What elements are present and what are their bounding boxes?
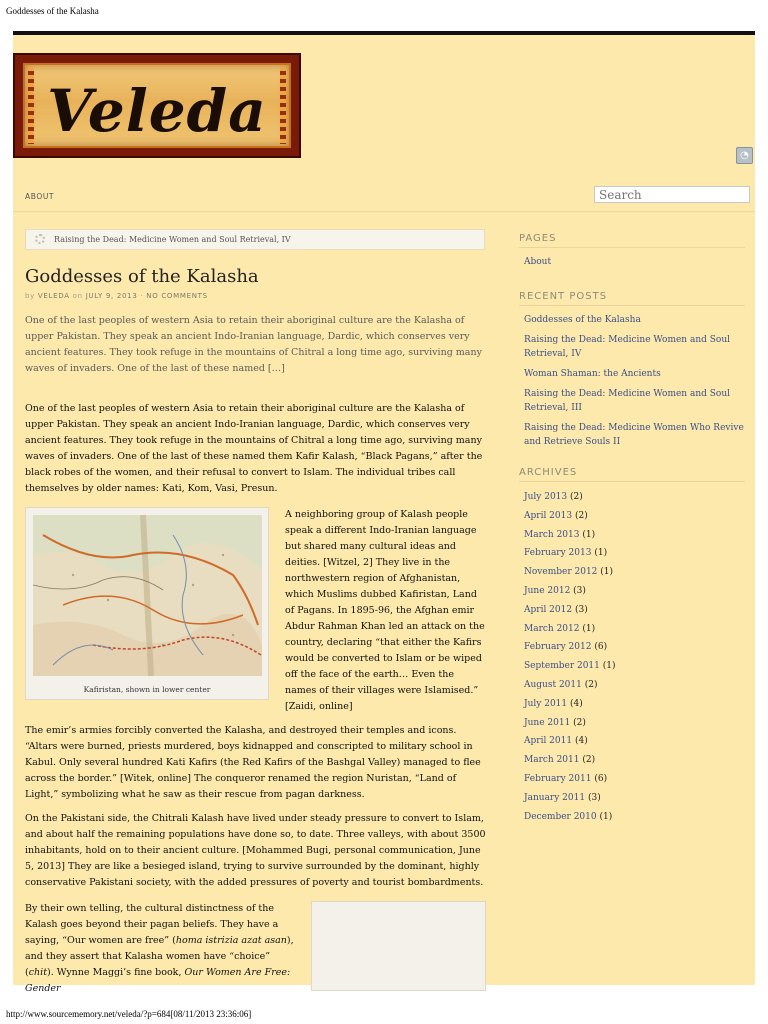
- previous-post-link[interactable]: [25, 229, 485, 250]
- author-link[interactable]: VELEDA: [37, 292, 70, 300]
- top-nav: [13, 183, 755, 212]
- post-paragraph-5: [25, 901, 297, 997]
- archive-count: (2): [573, 717, 586, 728]
- archive-count: (1): [600, 567, 614, 578]
- sidebar-archives-list: [524, 490, 746, 828]
- archive-month-link[interactable]: November 2012: [524, 567, 598, 578]
- previous-post-title: Raising the Dead: Medicine Women and Soul Retrieval, IV: [54, 235, 291, 244]
- sidebar-archives-heading: ARCHIVES: [519, 467, 745, 482]
- archive-item: [524, 791, 746, 810]
- archive-item: [524, 697, 746, 716]
- archive-count: (3): [574, 604, 588, 615]
- para5-part-b: ), and they assert that Kalasha women have “choice” (: [25, 935, 294, 978]
- para5-part-c: ). Wynne Maggi’s fine book,: [47, 967, 185, 978]
- map-drawing: [33, 515, 262, 676]
- archive-item: [524, 565, 746, 584]
- archive-month-link[interactable]: January 2011: [524, 792, 586, 803]
- archive-item: [524, 603, 746, 622]
- archive-item: [524, 810, 746, 829]
- logo-banner: [23, 63, 291, 148]
- post-paragraph-4: On the Pakistani side, the Chitrali Kalash have lived under steady pressure to convert to Islam, and about half the remaining populations have done so, to date. Three valleys, with about 3500 inhabitants, hold on to their ancient culture. [Mohammed Bugi, personal communication, June 5, 2013] They are like a besieged island, trying to survive surrounded by the dominant, highly conservative Pakistani society, with the added pressures of poverty and tourist bombardments.: [25, 813, 486, 888]
- map-figure: [25, 507, 269, 700]
- archive-count: (1): [599, 811, 613, 822]
- para5-part-a: By their own telling, the cultural distinctness of the Kalash goes beyond their pagan beliefs. They have a saying, “Our women are free” (: [25, 903, 279, 946]
- archive-item: [524, 716, 746, 735]
- archive-item: [524, 546, 746, 565]
- archive-item: [524, 734, 746, 753]
- para5-italic-3: Our Women Are Free: Gender: [25, 967, 291, 994]
- archive-count: (6): [594, 642, 608, 653]
- archive-count: (1): [594, 548, 608, 559]
- archive-month-link[interactable]: February 2013: [524, 548, 592, 559]
- site-logo[interactable]: [13, 53, 301, 158]
- archive-item: [524, 678, 746, 697]
- archive-count: (3): [587, 792, 601, 803]
- archive-month-link[interactable]: March 2011: [524, 755, 580, 766]
- sidebar-pages-list: [524, 255, 746, 269]
- recent-post-link[interactable]: Raising the Dead: Medicine Women and Soul Retrieval, III: [524, 389, 731, 413]
- archive-count: (3): [573, 585, 586, 596]
- recent-post-link[interactable]: Woman Shaman: the Ancients: [524, 369, 661, 379]
- logo-text: Veleda: [47, 77, 267, 145]
- recent-post-link[interactable]: Raising the Dead: Medicine Women and Soul Retrieval, IV: [524, 335, 731, 359]
- archive-count: (4): [570, 698, 583, 709]
- sidebar-pages-heading: PAGES: [519, 233, 745, 248]
- print-header: Goddesses of the Kalasha: [6, 6, 99, 16]
- para5-italic-1: homa istrizia azat asan: [175, 935, 287, 946]
- meta-on: on: [69, 292, 86, 300]
- archive-month-link[interactable]: February 2011: [524, 773, 592, 784]
- comments-link[interactable]: NO COMMENTS: [146, 292, 208, 300]
- rss-icon[interactable]: ◔: [736, 147, 753, 164]
- sidebar-recent-heading: RECENT POSTS: [519, 291, 745, 306]
- archive-month-link[interactable]: September 2011: [524, 661, 600, 672]
- archive-month-link[interactable]: March 2013: [524, 529, 580, 540]
- post-paragraph-2: A neighboring group of Kalash people speak a different Indo-Iranian language but shared many cultural ideas and deities. [Witzel, 2] They live in the northwestern region of Afghanistan, which Muslims dubbed Kafiristan, Land of Pagans. In 1895-96, the Afghan emir Abdur Rahman Khan led an attack on the country, declaring “that either the Kafirs would be converted to Islam or be wiped off the face of the earth… Even the names of their villages were Islamised.” [Zaidi, online]: [285, 509, 485, 712]
- sidebar-recent-list: [524, 313, 746, 455]
- archive-count: (2): [584, 679, 598, 690]
- nav-about-link[interactable]: ABOUT: [25, 192, 55, 201]
- archive-month-link[interactable]: March 2012: [524, 623, 580, 634]
- post-meta: [25, 292, 208, 300]
- archive-item: [524, 622, 746, 641]
- archive-month-link[interactable]: July 2011: [524, 698, 568, 709]
- post-date[interactable]: JULY 9, 2013: [85, 292, 138, 300]
- archive-month-link[interactable]: August 2011: [524, 679, 582, 690]
- archive-item: [524, 772, 746, 791]
- blog-page: [13, 31, 755, 994]
- archive-item: [524, 659, 746, 678]
- post-title: Goddesses of the Kalasha: [25, 266, 259, 287]
- archive-item: [524, 509, 746, 528]
- para5-italic-2: chit: [28, 967, 48, 978]
- post-paragraph-3: The emir’s armies forcibly converted the Kalasha, and destroyed their temples and icons. “Altars were burned, priests murdered, boys kidnapped and conscripted to military school in Kabul. Only several hundred Kati Kafirs (the Red Kafirs of the Bashgal Valley) managed to flee across the border.” [Witek, online] The conqueror renamed the region Nuristan, “Land of Light,” symbolizing what he saw as their rescue from pagan darkness.: [25, 725, 481, 800]
- archive-count: (2): [582, 755, 596, 766]
- archive-month-link[interactable]: April 2012: [524, 604, 573, 615]
- meta-by: by: [25, 292, 38, 300]
- recent-post-link[interactable]: Raising the Dead: Medicine Women Who Revive and Retrieve Souls II: [524, 423, 744, 447]
- archive-item: [524, 753, 746, 772]
- archive-item: [524, 584, 746, 603]
- archive-count: (2): [574, 510, 588, 521]
- sidebar-page-about[interactable]: About: [524, 257, 552, 267]
- search-input[interactable]: [594, 186, 750, 203]
- archive-count: (1): [582, 529, 596, 540]
- gear-icon: [35, 234, 45, 244]
- archive-month-link[interactable]: February 2012: [524, 642, 592, 653]
- kafiristan-map-image: [33, 515, 262, 676]
- meta-sep: ·: [137, 292, 147, 300]
- archive-month-link[interactable]: April 2013: [524, 510, 573, 521]
- recent-post-link[interactable]: Goddesses of the Kalasha: [524, 315, 641, 325]
- archive-month-link[interactable]: July 2013: [524, 492, 568, 502]
- print-footer-url: http://www.sourcememory.net/veleda/?p=684[08/11/2013 23:36:06]: [6, 1009, 252, 1019]
- archive-item: [524, 640, 746, 659]
- post-excerpt: One of the last peoples of western Asia to retain their aboriginal culture are the Kalasha of upper Pakistan. They speak an ancient Indo-Iranian language, Dardic, which conserves very ancient features. They took refuge in the mountains of Chitral a long time ago, surviving many waves of invaders. One of the last of these named […]: [25, 315, 482, 374]
- archive-count: (4): [574, 736, 588, 747]
- archive-item: [524, 490, 746, 509]
- archive-count: (1): [602, 661, 616, 672]
- archive-month-link[interactable]: December 2010: [524, 811, 597, 822]
- image-placeholder: [311, 901, 486, 991]
- archive-item: [524, 528, 746, 547]
- archive-month-link[interactable]: June 2011: [524, 717, 571, 728]
- figure-caption: Kafiristan, shown in lower center: [83, 685, 211, 694]
- archive-count: (6): [594, 773, 608, 784]
- archive-month-link[interactable]: April 2011: [524, 736, 573, 747]
- archive-count: (2): [570, 492, 583, 502]
- post-paragraph-1: One of the last peoples of western Asia to retain their aboriginal culture are the Kalasha of upper Pakistan. They speak an ancient Indo-Iranian language, Dardic, which conserves very ancient features. They took refuge in the mountains of Chitral a long time ago, surviving many waves of invaders. One of the last of these named them Kafir Kalash, “Black Pagans,” after the black robes of the women, and their refusal to convert to Islam. The individual tribes call themselves by older names: Kati, Kom, Vasi, Presun.: [25, 403, 483, 494]
- archive-month-link[interactable]: June 2012: [524, 585, 571, 596]
- archive-count: (1): [582, 623, 596, 634]
